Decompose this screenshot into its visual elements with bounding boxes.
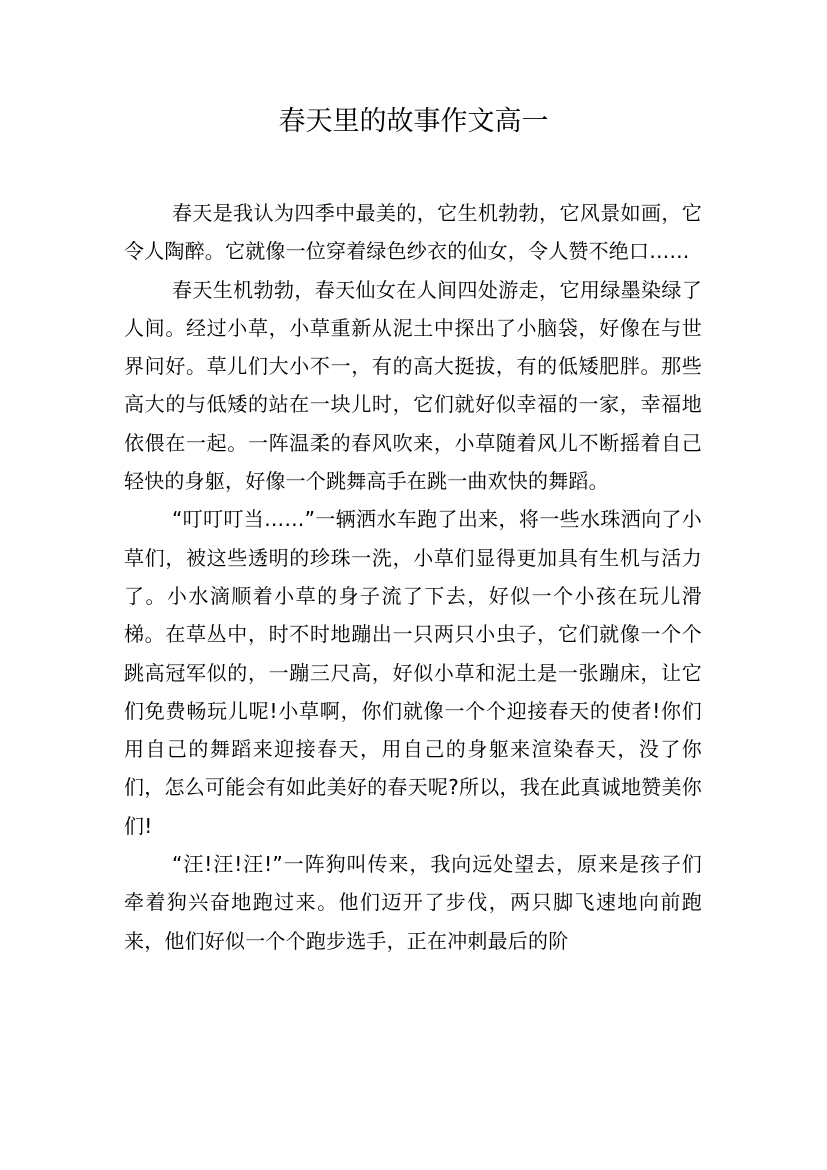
paragraph: “叮叮叮当……”一辆洒水车跑了出来，将一些水珠洒向了小草们，被这些透明的珍珠一洗，小草们显得更加具有生机与活力了。小水滴顺着小草的身子流了下去，好似一个小孩在玩儿滑梯。在草丛中，时不时地蹦出一只两只小虫子，它们就像一个个跳高冠军似的，一蹦三尺高，好似小草和泥土是一张蹦床，让它们免费畅玩儿呢!小草啊，你们就像一个个迎接春天的使者!你们用自己的舞蹈来迎接春天，用自己的身躯来渲染春天，没了你们，怎么可能会有如此美好的春天呢?所以，我在此真诚地赞美你们! — [124, 507, 702, 838]
document-title: 春天里的故事作文高一 — [278, 106, 549, 137]
paragraph: 春天是我认为四季中最美的，它生机勃勃，它风景如画，它令人陶醉。它就像一位穿着绿色纱衣的仙女，令人赞不绝口…… — [124, 201, 702, 264]
document-body — [124, 194, 702, 960]
paragraph: 春天生机勃勃，春天仙女在人间四处游走，它用绿墨染绿了人间。经过小草，小草重新从泥土中探出了小脑袋，好像在与世界问好。草儿们大小不一，有的高大挺拔，有的低矮肥胖。那些高大的与低矮的站在一块儿时，它们就好似幸福的一家，幸福地依偎在一起。一阵温柔的春风吹来，小草随着风儿不断摇着自己轻快的身躯，好像一个跳舞高手在跳一曲欢快的舞蹈。 — [124, 277, 702, 494]
paragraph: “汪!汪!汪!”一阵狗叫传来，我向远处望去，原来是孩子们牵着狗兴奋地跑过来。他们迈开了步伐，两只脚飞速地向前跑来，他们好似一个个跑步选手，正在冲刺最后的阶 — [124, 852, 702, 953]
